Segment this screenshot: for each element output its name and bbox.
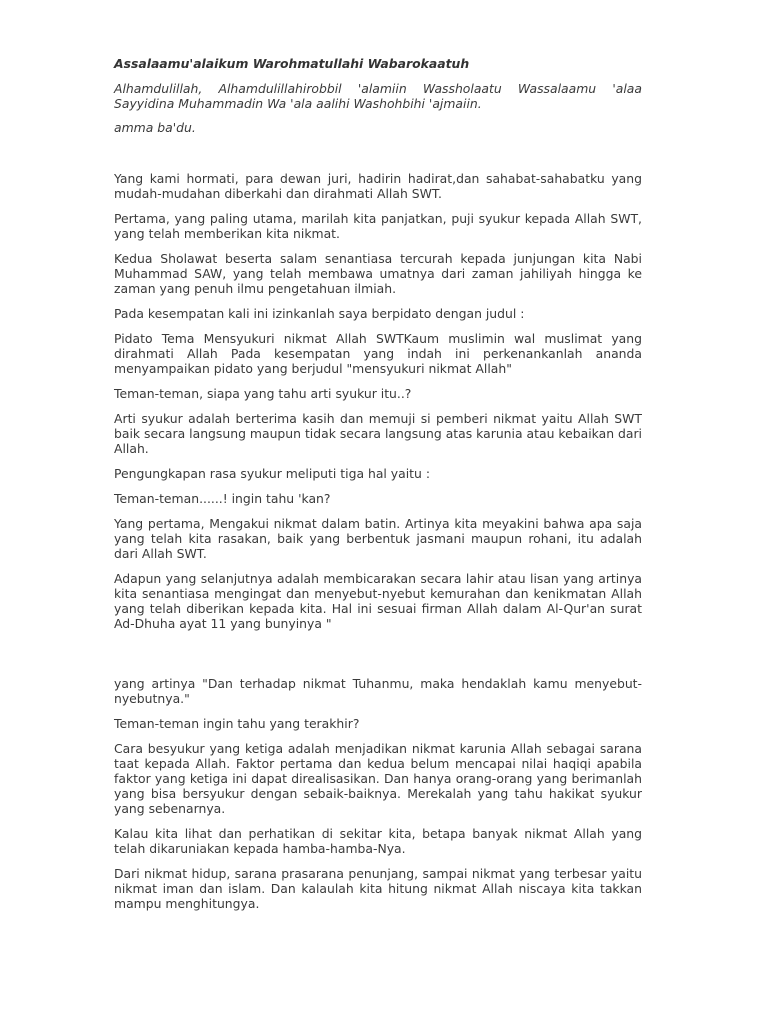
amma-badu: amma ba'du. [114, 120, 196, 135]
paragraph: Yang kami hormati, para dewan juri, hadirin hadirat,dan sahabat-sahabatku yang mudah-mudahan diberkahi dan dirahmati Allah SWT. [114, 171, 642, 201]
paragraph: Teman-teman......! ingin tahu 'kan? [114, 491, 331, 506]
paragraph: Pertama, yang paling utama, marilah kita panjatkan, puji syukur kepada Allah SWT, yang telah memberikan kita nikmat. [114, 211, 642, 241]
paragraph: Kalau kita lihat dan perhatikan di sekitar kita, betapa banyak nikmat Allah yang telah dikaruniakan kepada hamba-hamba-Nya. [114, 826, 642, 856]
paragraph: Pidato Tema Mensyukuri nikmat Allah SWTKaum muslimin wal muslimat yang dirahmati Allah Pada kesempatan yang indah ini perkenankanlah ananda menyampaikan pidato yang berjudul "mensyukuri nikmat Allah" [114, 331, 642, 376]
paragraph: Teman-teman ingin tahu yang terakhir? [114, 716, 360, 731]
document-title: Assalaamu'alaikum Warohmatullahi Wabarokaatuh [114, 56, 470, 71]
paragraph: Kedua Sholawat beserta salam senantiasa tercurah kepada junjungan kita Nabi Muhammad SAW, yang telah membawa umatnya dari zaman jahiliyah hingga ke zaman yang penuh ilmu pengetahuan ilmiah. [114, 251, 642, 296]
paragraph: Pengungkapan rasa syukur meliputi tiga hal yaitu : [114, 466, 430, 481]
paragraph: Pada kesempatan kali ini izinkanlah saya berpidato dengan judul : [114, 306, 525, 321]
paragraph: Cara besyukur yang ketiga adalah menjadikan nikmat karunia Allah sebagai sarana taat kepada Allah. Faktor pertama dan kedua belum mencapai nilai haqiqi apabila faktor yang ketiga ini dapat direalisasikan. Dan hanya orang-orang yang berimanlah yang bisa bersyukur dengan sebaik-baiknya. Merekalah yang tahu hakikat syukur yang sebenarnya. [114, 741, 642, 816]
paragraph: Arti syukur adalah berterima kasih dan memuji si pemberi nikmat yaitu Allah SWT baik secara langsung maupun tidak secara langsung atas karunia atau kebaikan dari Allah. [114, 411, 642, 456]
paragraph: Yang pertama, Mengakui nikmat dalam batin. Artinya kita meyakini bahwa apa saja yang telah kita rasakan, baik yang berbentuk jasmani maupun rohani, itu adalah dari Allah SWT. [114, 516, 642, 561]
paragraph: Teman-teman, siapa yang tahu arti syukur itu..? [114, 386, 412, 401]
paragraph: Dari nikmat hidup, sarana prasarana penunjang, sampai nikmat yang terbesar yaitu nikmat iman dan islam. Dan kalaulah kita hitung nikmat Allah niscaya kita takkan mampu menghitungya. [114, 866, 642, 911]
paragraph: Adapun yang selanjutnya adalah membicarakan secara lahir atau lisan yang artinya kita senantiasa mengingat dan menyebut-nyebut kemurahan dan kenikmatan Allah yang telah diberikan kepada kita. Hal ini sesuai firman Allah dalam Al-Qur'an surat Ad-Dhuha ayat 11 yang bunyinya " [114, 571, 642, 631]
document-body [114, 56, 642, 921]
paragraph: yang artinya "Dan terhadap nikmat Tuhanmu, maka hendaklah kamu menyebut-nyebutnya." [114, 676, 642, 706]
opening-praise: Alhamdulillah, Alhamdulillahirobbil 'alamiin Wassholaatu Wassalaamu 'alaa Sayyidina Muhammadin Wa 'ala aalihi Washohbihi 'ajmaiin. [114, 81, 642, 111]
